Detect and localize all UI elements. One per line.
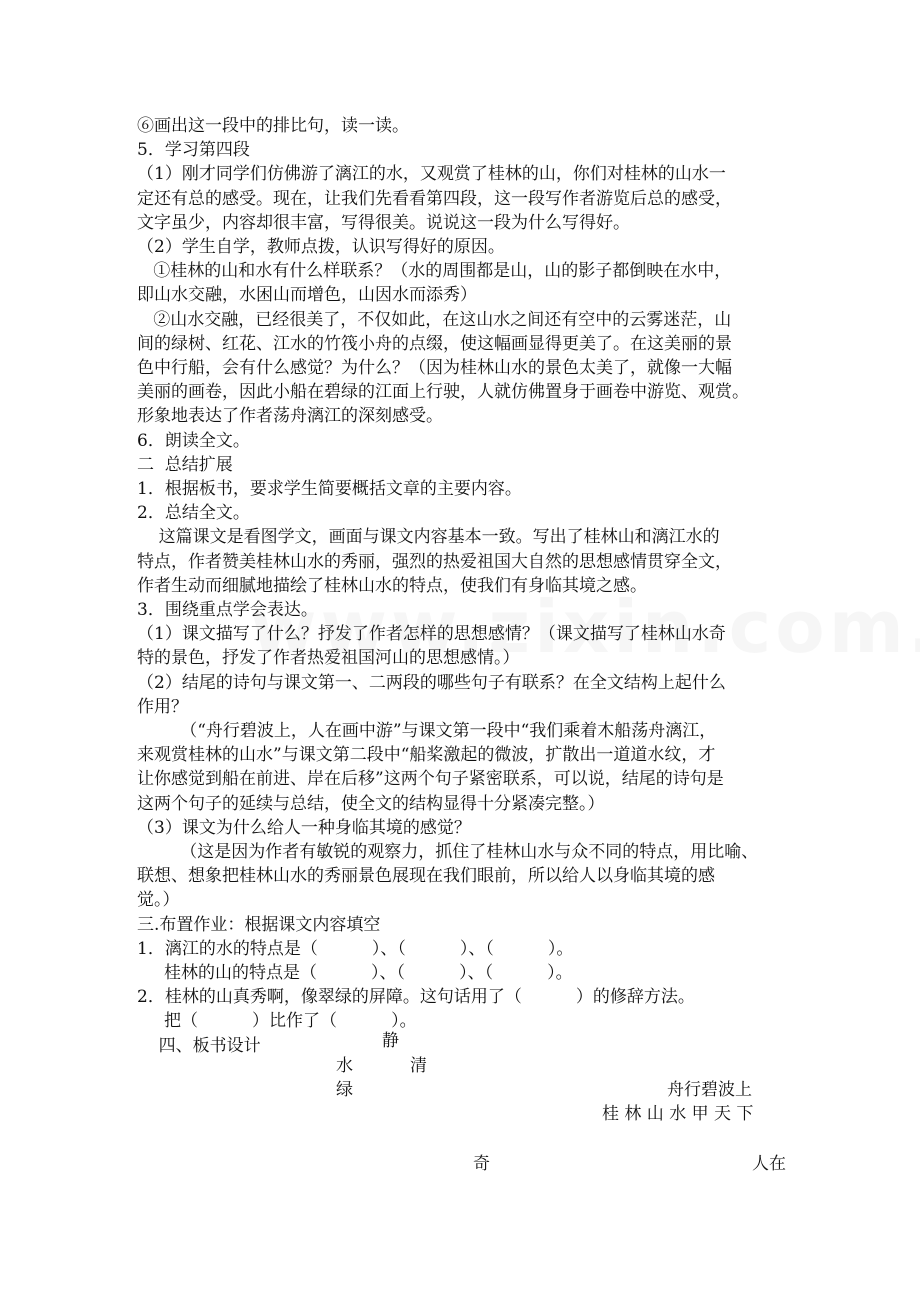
text-line: 3．围绕重点学会表达。 xyxy=(137,600,318,620)
text-line: 色中行船，会有什么感觉？为什么？（因为桂林山水的景色太美了，就像一大幅 xyxy=(137,358,732,378)
text-line: 把（ ）比作了（ ）。 xyxy=(137,1011,417,1032)
text-line: 来观赏桂林的山水”与课文第二段中“船桨激起的微波，扩散出一道道水纹，才 xyxy=(137,745,716,766)
text-line: ②山水交融，已经很美了，不仅如此，在这山水之间还有空中的云雾迷茫，山 xyxy=(137,309,732,330)
text-line: 定还有总的感受。现在，让我们先看看第四段，这一段写作者游览后总的感受， xyxy=(137,188,732,209)
text-line: （2）学生自学，教师点拨，认识写得好的原因。 xyxy=(137,237,505,257)
text-line: 桂林的山的特点是（ ）、（ ）、（ ）。 xyxy=(137,963,573,983)
text-line: ⑥画出这一段中的排比句，读一读。 xyxy=(137,116,409,136)
text-line: 5．学习第四段 xyxy=(137,140,250,161)
text-line: 这篇课文是看图学文，画面与课文内容基本一致。写出了桂林山和漓江水的 xyxy=(137,527,720,548)
text-line: 美丽的画卷，因此小船在碧绿的江面上行驶，人就仿佛置身于画卷中游览、观赏。 xyxy=(137,382,749,403)
text-line: （这是因为作者有敏锐的观察力，抓住了桂林山水与众不同的特点，用比喻、 xyxy=(137,842,759,862)
board-renzai: 人在 xyxy=(752,1154,786,1174)
text-line: ①桂林的山和水有什么样联系？（水的周围都是山，山的影子都倒映在水中， xyxy=(137,261,732,282)
board-char-jing: 静 xyxy=(382,1031,399,1051)
text-line: 6．朗读全文。 xyxy=(137,430,250,451)
text-line: 间的绿树、红花、江水的竹筏小舟的点缀，使这幅画显得更美了。在这美丽的景 xyxy=(137,333,732,354)
text-line: （1）课文描写了什么？抒发了作者怎样的思想感情？（课文描写了桂林山水奇 xyxy=(137,624,726,645)
text-line: 联想、想象把桂林山水的秀丽景色展现在我们眼前，所以给人以身临其境的感 xyxy=(137,866,715,887)
board-title: 桂 林 山 水 甲 天 下 xyxy=(602,1104,754,1124)
text-line: 形象地表达了作者荡舟漓江的深刻感受。 xyxy=(137,406,443,427)
board-char-qing: 清 xyxy=(410,1056,427,1076)
text-line: 1．根据板书，要求学生简要概括文章的主要内容。 xyxy=(137,479,522,499)
text-line: 即山水交融，水困山而增色，山因水而添秀） xyxy=(137,285,477,306)
board-char-shui: 水 xyxy=(336,1056,353,1076)
text-line: （2）结尾的诗句与课文第一、二两段的哪些句子有联系？在全文结构上起什么 xyxy=(137,672,726,693)
text-line: 三.布置作业：根据课文内容填空 xyxy=(137,914,381,935)
text-line: 这两个句子的延续与总结，使全文的结构显得十分紧凑完整。） xyxy=(137,793,605,814)
text-line: 特点，作者赞美桂林山水的秀丽，强烈的热爱祖国大自然的思想感情贯穿全文， xyxy=(137,551,732,572)
text-line: 文字虽少，内容却很丰富，写得很美。说说这一段为什么写得好。 xyxy=(137,212,630,233)
board-char-qi: 奇 xyxy=(473,1154,490,1174)
text-line: 四、板书设计 xyxy=(137,1035,261,1056)
text-line: 觉。） xyxy=(137,890,180,911)
board-char-lv: 绿 xyxy=(336,1080,353,1100)
text-line: （3）课文为什么给人一种身临其境的感觉？ xyxy=(137,817,471,838)
text-line: 1．漓江的水的特点是（ ）、（ ）、（ ）。 xyxy=(137,938,574,959)
text-line: 2．总结全文。 xyxy=(137,503,250,524)
text-line: 二 总结扩展 xyxy=(137,454,233,475)
text-line: 让你感觉到船在前进、岸在后移”这两个句子紧密联系，可以说，结尾的诗句是 xyxy=(137,769,724,790)
text-line: 特的景色，抒发了作者热爱祖国河山的思想感情。） xyxy=(137,648,520,669)
text-line: （1）刚才同学们仿佛游了漓江的水，又观赏了桂林的山，你们对桂林的山水一 xyxy=(137,164,726,185)
board-zhouxing: 舟行碧波上 xyxy=(667,1080,752,1100)
text-line: （“舟行碧波上，人在画中游”与课文第一段中“我们乘着木船荡舟漓江， xyxy=(137,721,717,741)
text-line: 作用？ xyxy=(137,696,188,717)
text-line: 2．桂林的山真秀啊，像翠绿的屏障。这句话用了（ ）的修辞方法。 xyxy=(137,987,695,1008)
text-line: 作者生动而细腻地描绘了桂林山水的特点，使我们有身临其境之感。 xyxy=(137,575,647,596)
